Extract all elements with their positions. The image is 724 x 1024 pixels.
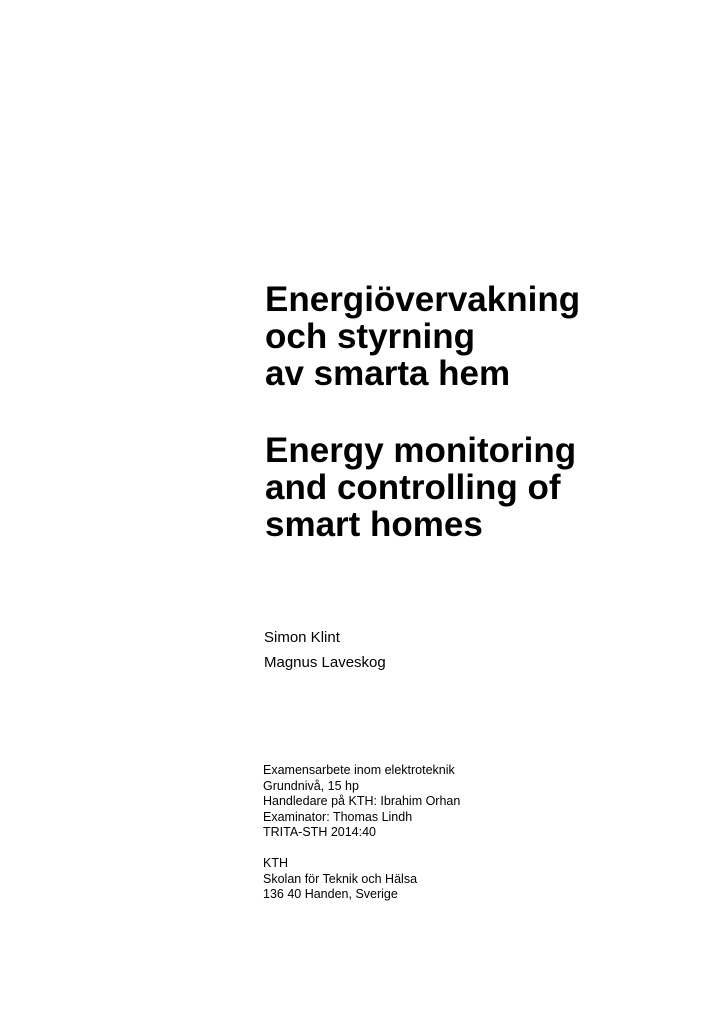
swedish-title-line-1: Energiövervakning (265, 280, 581, 319)
institution-name: KTH (263, 856, 288, 870)
thesis-supervisor: Handledare på KTH: Ibrahim Orhan (263, 794, 461, 808)
info-spacer (263, 841, 583, 857)
swedish-title-line-2: och styrning (265, 317, 476, 356)
swedish-title-line-3: av smarta hem (265, 354, 511, 393)
authors-block (264, 625, 564, 675)
author-name: Magnus Laveskog (264, 654, 386, 671)
institution-address: 136 40 Handen, Sverige (263, 887, 398, 901)
english-title-line-2: and controlling of (265, 468, 561, 507)
thesis-type: Examensarbete inom elektroteknik (263, 763, 455, 777)
author-name: Simon Klint (264, 629, 340, 646)
title-block (265, 281, 705, 543)
title-spacer (265, 392, 705, 432)
thesis-examiner: Examinator: Thomas Lindh (263, 809, 413, 824)
thesis-report-number: TRITA-STH 2014:40 (263, 825, 377, 839)
thesis-level: Grundnivå, 15 hp (263, 778, 359, 793)
english-title-line-1: Energy monitoring (265, 431, 577, 470)
thesis-info-block (263, 763, 583, 903)
institution-school: Skolan för Teknik och Hälsa (263, 871, 418, 886)
english-title-line-3: smart homes (265, 505, 483, 544)
